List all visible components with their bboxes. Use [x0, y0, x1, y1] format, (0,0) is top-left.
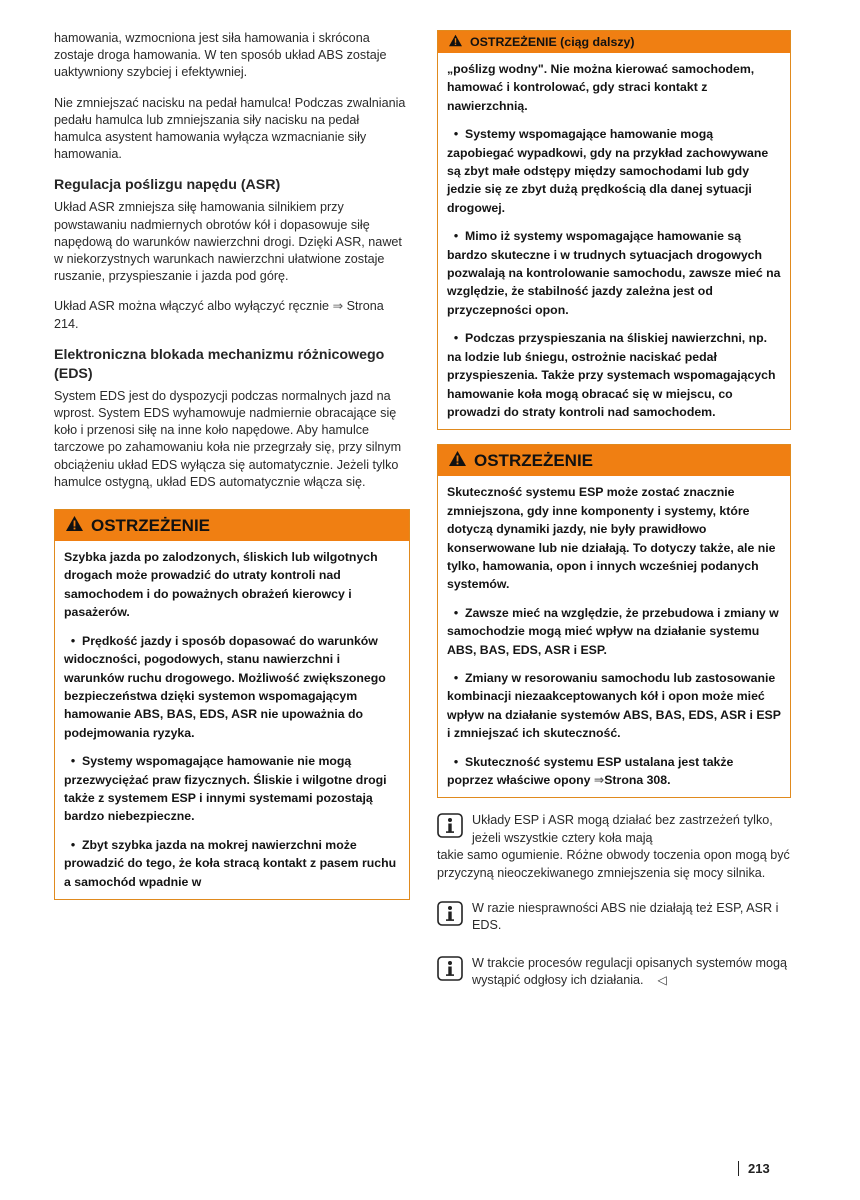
- info-note-abs-failure: [437, 900, 791, 935]
- warning-body: [438, 53, 790, 429]
- warning-bullet-text: Zbyt szybka jazda na mokrej nawierzchni może prowadzić do tego, że koła stracą kontakt z pasem ruchu a samochód wpadnie w: [64, 837, 397, 889]
- warning-intro: Skuteczność systemu ESP może zostać znacznie zmniejszona, gdy inne komponenty i systemy, które dotyczą dynamiki jazdy, nie były prawidłowo konserwowane lub nie działają. To dotyczy także, ale nie tylko, hamowania, opon i innych wcześniej podanych systemów.: [447, 485, 776, 592]
- bullet-marker: •: [453, 754, 459, 769]
- info-note-continuation: takie samo ogumienie. Różne obwody toczenia opon mogą być przyczyną nieoczekiwanego zmniejszenia się mocy silnika.: [437, 848, 790, 880]
- cross-reference-page-214[interactable]: Strona 214.: [54, 299, 384, 331]
- warning-bullet: [447, 125, 781, 217]
- paragraph-brake-pedal-note: Nie zmniejszać nacisku na pedał hamulca! Podczas zwalniania pedału hamulca lub zmniejszania siły nacisku na pedał hamulca asystent hamowania wyłącza wzmacnianie siły hamowania.: [54, 95, 406, 162]
- warning-triangle-icon: [448, 450, 467, 472]
- left-column: [54, 30, 410, 914]
- warning-bullet-text: Skuteczność systemu ESP ustalana jest także poprzez właściwe opony: [447, 754, 734, 787]
- warning-bullet: [447, 604, 781, 659]
- info-note-noises: [437, 955, 791, 990]
- paragraph-brake-assist-continued: hamowania, wzmocniona jest siła hamowania i skrócona zostaje droga hamowania. W ten sposób układ ABS zostaje uaktywniony szybciej i efektywniej.: [54, 31, 387, 80]
- section-end-marker: ◁: [657, 973, 667, 988]
- warning-triangle-icon: [65, 515, 84, 537]
- bullet-marker: •: [453, 331, 459, 346]
- info-i-icon: [437, 813, 463, 843]
- asr-toggle-text: Układ ASR można włączyć albo wyłączyć ręcznie: [54, 299, 330, 314]
- info-note-text: W razie niesprawności ABS nie działają też ESP, ASR i EDS.: [472, 901, 779, 933]
- warning-body: [438, 476, 790, 797]
- warning-header: [438, 445, 790, 476]
- bullet-marker: •: [453, 605, 459, 620]
- warning-bullet: [447, 227, 781, 319]
- warning-title: OSTRZEŻENIE (ciąg dalszy): [470, 35, 635, 49]
- heading-asr: Regulacja poślizgu napędu (ASR): [54, 177, 281, 194]
- warning-bullet: [64, 752, 400, 826]
- cross-reference-arrow: ⇒: [593, 773, 605, 787]
- paragraph-eds-description: System EDS jest do dyspozycji podczas normalnych jazd na wprost. System EDS wyhamowuje nadmiernie obracające się koło i przenosi siłę na inne koło napędowe. Aby hamulce tarczowe po zahamowaniu koła nie przegrzały się, przy silnym obciążeniu układ EDS wyłącza się automatycznie. Jeżeli tylko hamulce ostygną, układ EDS automatycznie włącza się.: [54, 388, 402, 489]
- info-note-row: [437, 812, 791, 847]
- warning-title: OSTRZEŻENIE: [474, 450, 594, 470]
- info-note-tyres: [437, 812, 791, 882]
- info-note-noises-text: W trakcie procesów regulacji opisanych systemów mogą wystąpić odgłosy ich działania.: [472, 955, 787, 988]
- bullet-marker: •: [70, 837, 76, 852]
- warning-bullet-text: Prędkość jazdy i sposób dopasować do warunków widoczności, pogodowych, stanu nawierzchni i warunków ruchu drogowego. Możliwość zwiększonego bezpieczeństwa dzięki systemon wspomagającym hamowanie ABS, BAS, EDS, ASR nie upoważnia do podejmowania ryzyka.: [64, 633, 386, 740]
- heading-eds: Elektroniczna blokada mechanizmu różnicowego (EDS): [54, 346, 385, 382]
- warning-bullet: [447, 753, 781, 790]
- warning-intro: „poślizg wodny". Nie można kierować samochodem, hamować i kontrolować, gdy straci kontakt z nawierzchnią.: [447, 62, 755, 113]
- bullet-marker: •: [453, 127, 459, 142]
- cross-reference-page-308[interactable]: Strona 308.: [604, 773, 671, 787]
- warning-bullet: [64, 836, 400, 891]
- right-column: [437, 30, 791, 1002]
- paragraph-asr-description: Układ ASR zmniejsza siłę hamowania silnikiem przy powstawaniu nadmiernych obrotów kół i dopasowuje siłę napędową do warunków nawierzchni drogi. Dzięki ASR, nawet w niekorzystnych warunkach nawierzchni ułatwione zostaje ruszanie, przyspieszanie i jazda pod górę.: [54, 200, 402, 284]
- warning-bullet-text: Podczas przyspieszania na śliskiej nawierzchni, np. na lodzie lub śniegu, ostrożnie naciskać pedał przyspieszenia. Także przy systemach wspomagających hamowanie koła mogą obracać się w miejscu, co prowadzi do straty kontroli nad samochodem.: [447, 331, 776, 419]
- warning-bullet-text: Zmiany w resorowaniu samochodu lub zastosowanie kombinacji niezaakceptowanych kół i opon może mieć wpływ na działanie systemów ABS, BAS, EDS, ASR i ESP i zmniejszać ich skuteczność.: [447, 670, 781, 741]
- warning-bullet: [447, 669, 781, 743]
- cross-reference-arrow: ⇒: [332, 299, 344, 314]
- page-number: 213: [738, 1161, 770, 1176]
- warning-title: OSTRZEŻENIE: [91, 515, 211, 535]
- warning-bullet: [64, 632, 400, 742]
- warning-bullet-text: Mimo iż systemy wspomagające hamowanie są bardzo skuteczne i w trudnych sytuacjach drogowych pozwalają na kontrolowanie samochodu, zawsze mieć na względzie, że stabilność jazdy zależna jest od przyczepności opon.: [447, 229, 781, 317]
- warning-box-slippery-roads: [54, 509, 410, 900]
- warning-box-esp: [437, 444, 791, 798]
- paragraph-asr-toggle: [54, 298, 410, 332]
- warning-intro: Szybka jazda po zalodzonych, śliskich lub wilgotnych drogach może prowadzić do utraty kontroli nad samochodem i do poważnych obrażeń kierowcy i pasażerów.: [64, 550, 378, 620]
- info-note-text: Układy ESP i ASR mogą działać bez zastrzeżeń tylko, jeżeli wszystkie cztery koła mają: [472, 813, 773, 845]
- warning-bullet-text: Systemy wspomagające hamowanie nie mogą przezwyciężać praw fizycznych. Śliskie i wilgotne drogi także z systemem ESP i innymi systemami pozostają bardzo niebezpieczne.: [64, 754, 387, 824]
- info-note-text: [472, 955, 791, 990]
- warning-header: [55, 510, 409, 541]
- warning-box-continued: [437, 30, 791, 430]
- warning-bullet-text: Systemy wspomagające hamowanie mogą zapobiegać wypadkowi, gdy na przykład zachowywane są zbyt małe odstępy między samochodami lub gdy jedzie się ze zbyt dużą prędkością dla danej sytuacji drogowej.: [447, 127, 769, 215]
- bullet-marker: •: [70, 754, 76, 769]
- bullet-marker: •: [453, 670, 459, 685]
- warning-triangle-icon: [448, 34, 463, 50]
- warning-bullet: [447, 329, 781, 421]
- bullet-marker: •: [70, 633, 76, 648]
- warning-bullet-text: Zawsze mieć na względzie, że przebudowa i zmiany w samochodzie mogą mieć wpływ na działanie systemu ABS, BAS, EDS, ASR i ESP.: [447, 605, 779, 657]
- info-i-icon: [437, 901, 463, 931]
- warning-body: [55, 541, 409, 899]
- info-i-icon: [437, 956, 463, 986]
- warning-header: [438, 31, 790, 53]
- bullet-marker: •: [453, 229, 459, 244]
